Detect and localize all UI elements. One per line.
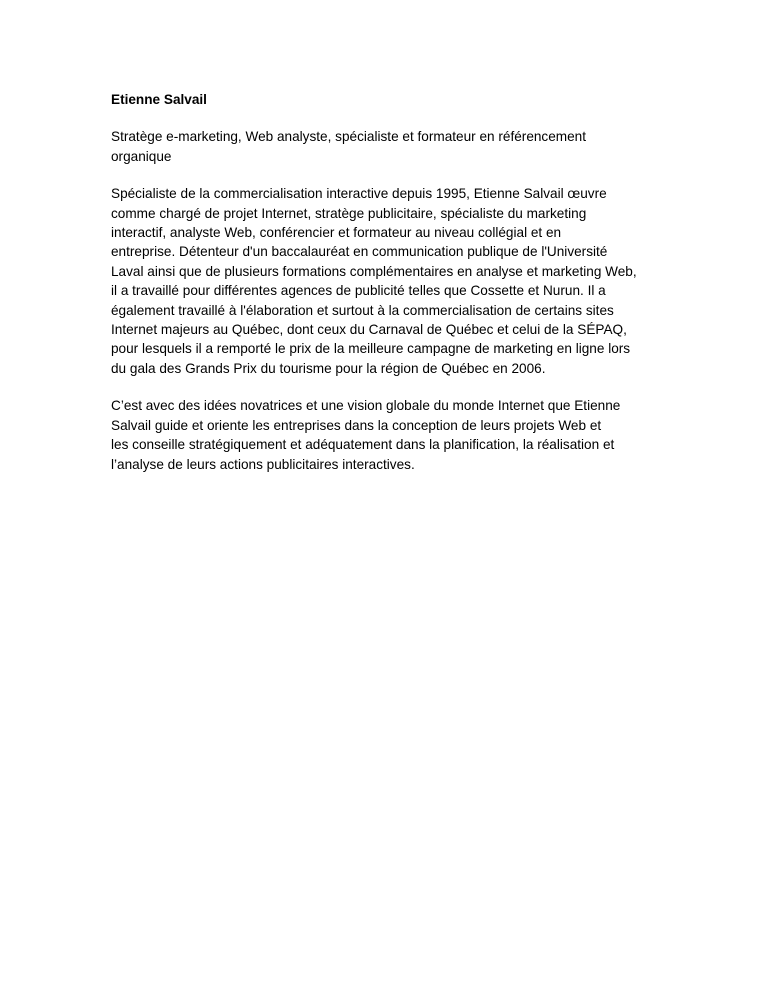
bio-line: pour lesquels il a remporté le prix de la meilleure campagne de marketing en ligne lors — [111, 341, 631, 357]
vision-line: les conseille stratégiquement et adéquatement dans la planification, la réalisation et — [111, 437, 615, 453]
vision-paragraph — [111, 396, 651, 474]
bio-line: Spécialiste de la commercialisation interactive depuis 1995, Etienne Salvail œuvre — [111, 186, 607, 202]
subtitle-line: Stratège e-marketing, Web analyste, spécialiste et formateur en référencement — [111, 129, 587, 145]
vision-line: Salvail guide et oriente les entreprises dans la conception de leurs projets Web et — [111, 417, 602, 433]
subtitle-line: organique — [111, 148, 172, 164]
subtitle-paragraph — [111, 127, 651, 166]
person-name-heading: Etienne Salvail — [111, 92, 207, 107]
bio-line: il a travaillé pour différentes agences de publicité telles que Cossette et Nurun. Il a — [111, 283, 606, 299]
vision-line: C’est avec des idées novatrices et une vision globale du monde Internet que Etienne — [111, 398, 621, 414]
bio-line: du gala des Grands Prix du tourisme pour la région de Québec en 2006. — [111, 360, 546, 376]
bio-line: comme chargé de projet Internet, stratège publicitaire, spécialiste du marketing — [111, 205, 587, 221]
vision-line: l’analyse de leurs actions publicitaires interactives. — [111, 456, 415, 472]
bio-line: entreprise. Détenteur d'un baccalauréat en communication publique de l'Université — [111, 244, 608, 260]
document-page — [111, 90, 651, 492]
bio-line: Laval ainsi que de plusieurs formations complémentaires en analyse et marketing Web, — [111, 263, 637, 279]
bio-paragraph — [111, 184, 651, 378]
bio-line: Internet majeurs au Québec, dont ceux du Carnaval de Québec et celui de la SÉPAQ, — [111, 322, 627, 338]
bio-line: interactif, analyste Web, conférencier et formateur au niveau collégial et en — [111, 225, 562, 241]
bio-line: également travaillé à l'élaboration et surtout à la commercialisation de certains sites — [111, 302, 614, 318]
